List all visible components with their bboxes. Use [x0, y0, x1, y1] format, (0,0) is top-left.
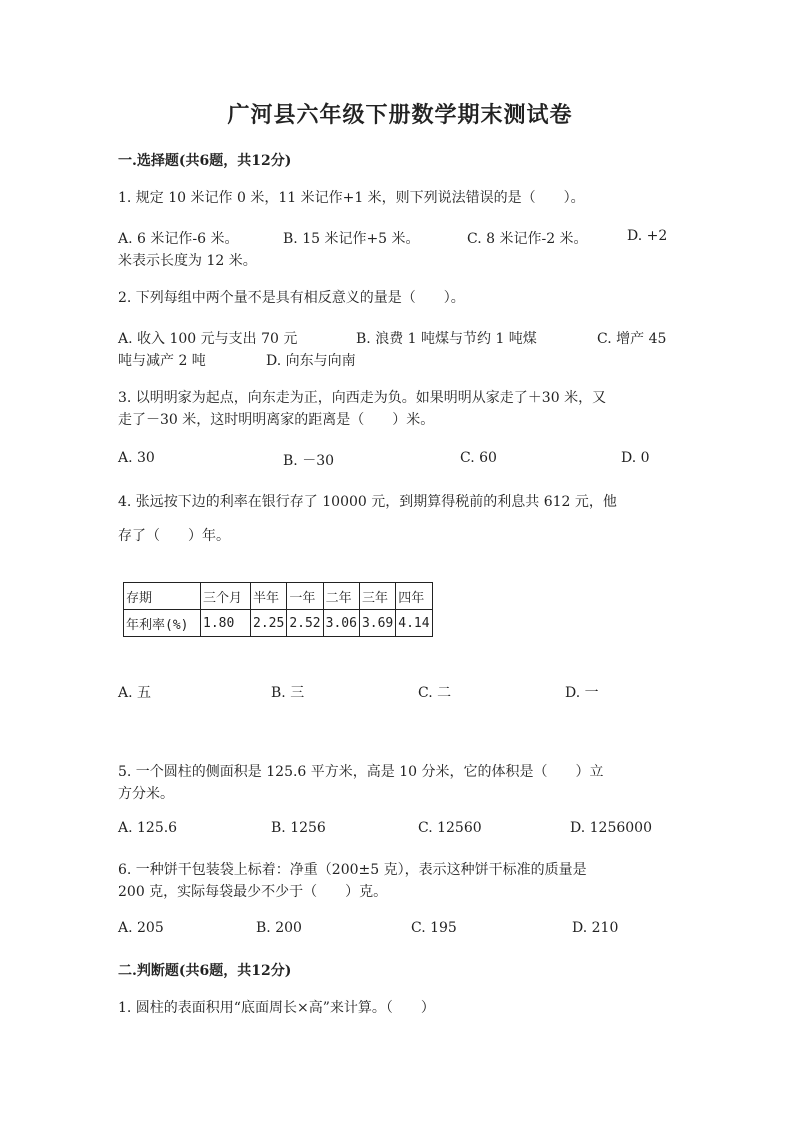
q1-option-d-cont: 米表示长度为 12 米。 — [118, 253, 257, 269]
q3-option-b: B. －30 — [283, 453, 335, 469]
q1-option-a: A. 6 米记作-6 米。 — [118, 231, 239, 247]
q2-option-a: A. 收入 100 元与支出 70 元 — [118, 331, 298, 347]
q1-option-b: B. 15 米记作+5 米。 — [283, 231, 420, 247]
question-4-line1: 4. 张远按下边的利率在银行存了 10000 元，到期算得税前的利息共 612 元，他 — [118, 494, 617, 510]
q1-option-d: D. +2 — [627, 228, 668, 244]
q6-option-d: D. 210 — [572, 920, 619, 936]
table-cell: 三个月 — [201, 583, 251, 610]
table-cell: 半年 — [251, 583, 287, 610]
q3-option-c: C. 60 — [460, 450, 497, 466]
table-cell: 3.06 — [323, 610, 359, 637]
table-row — [124, 610, 433, 637]
interest-rate-table — [123, 582, 433, 637]
question-2: 2. 下列每组中两个量不是具有相反意义的量是（ ）。 — [118, 290, 465, 306]
table-cell: 存期 — [124, 583, 201, 610]
q2-option-d: D. 向东与向南 — [266, 353, 356, 369]
q5-option-c: C. 12560 — [418, 820, 482, 836]
table-cell: 3.69 — [359, 610, 395, 637]
q4-option-d: D. 一 — [565, 685, 599, 701]
table-cell: 三年 — [359, 583, 395, 610]
q2-option-b: B. 浪费 1 吨煤与节约 1 吨煤 — [356, 331, 537, 347]
table-cell: 一年 — [287, 583, 323, 610]
question-5-line2: 方分米。 — [118, 786, 174, 802]
section-heading-choice: 一.选择题(共6题，共12分) — [118, 153, 292, 169]
q4-option-b: B. 三 — [271, 685, 305, 701]
table-cell: 2.52 — [287, 610, 323, 637]
question-1: 1. 规定 10 米记作 0 米，11 米记作+1 米，则下列说法错误的是（ ）。 — [118, 190, 585, 206]
q4-option-c: C. 二 — [418, 685, 452, 701]
question-3-line2: 走了－30 米，这时明明离家的距离是（ ）米。 — [118, 412, 435, 428]
q3-option-d: D. 0 — [621, 450, 650, 466]
q6-option-c: C. 195 — [411, 920, 457, 936]
q3-option-a: A. 30 — [118, 450, 155, 466]
q5-option-d: D. 1256000 — [570, 820, 652, 836]
table-header-row — [124, 583, 433, 610]
q2-option-c: C. 增产 45 — [597, 331, 667, 347]
q6-option-a: A. 205 — [118, 920, 164, 936]
page-title: 广河县六年级下册数学期末测试卷 — [227, 102, 573, 128]
q5-option-a: A. 125.6 — [118, 820, 178, 836]
question-4-line2: 存了（ ）年。 — [118, 528, 230, 544]
table-cell: 4.14 — [396, 610, 432, 637]
q1-option-c: C. 8 米记作-2 米。 — [467, 231, 588, 247]
q4-option-a: A. 五 — [118, 685, 152, 701]
q5-option-b: B. 1256 — [271, 820, 326, 836]
table-cell: 四年 — [396, 583, 432, 610]
question-6-line1: 6. 一种饼干包装袋上标着：净重（200±5 克），表示这种饼干标准的质量是 — [118, 862, 587, 878]
table-cell: 1.80 — [201, 610, 251, 637]
q2-option-c-cont: 吨与减产 2 吨 — [118, 353, 206, 369]
table-cell: 年利率(%) — [124, 610, 201, 637]
section-heading-judgment: 二.判断题(共6题，共12分) — [118, 963, 292, 979]
table-cell: 二年 — [323, 583, 359, 610]
q6-option-b: B. 200 — [256, 920, 302, 936]
question-6-line2: 200 克，实际每袋最少不少于（ ）克。 — [118, 884, 388, 900]
table-cell: 2.25 — [251, 610, 287, 637]
judgment-1: 1. 圆柱的表面积用“底面周长×高”来计算。（ ） — [118, 1000, 435, 1016]
question-3-line1: 3. 以明明家为起点，向东走为正，向西走为负。如果明明从家走了＋30 米，又 — [118, 390, 607, 406]
question-5-line1: 5. 一个圆柱的侧面积是 125.6 平方米，高是 10 分米，它的体积是（ ）立 — [118, 764, 604, 780]
